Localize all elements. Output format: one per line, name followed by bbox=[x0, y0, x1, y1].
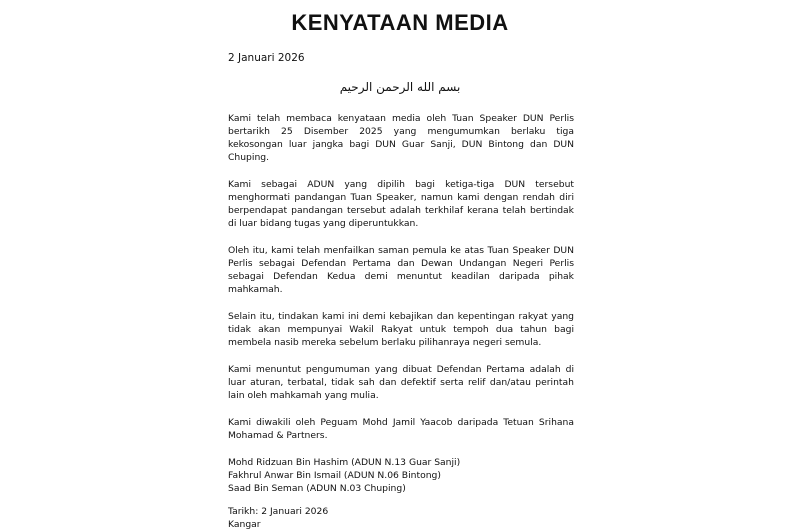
paragraph-2: Kami sebagai ADUN yang dipilih bagi ketiga-tiga DUN tersebut menghormati pandangan Tuan Speaker, namun kami dengan rendah diri berpendapat pandangan tersebut adalah terkhilaf kerana telah bertindak di luar bidang tugas yang diperuntukkan. bbox=[228, 179, 574, 229]
signer-3: Saad Bin Seman (ADUN N.03 Chuping) bbox=[228, 483, 406, 494]
signer-2: Fakhrul Anwar Bin Ismail (ADUN N.06 Bintong) bbox=[228, 470, 441, 481]
signers-list bbox=[228, 456, 574, 495]
bismillah-text: بسم الله الرحمن الرحيم bbox=[339, 80, 461, 94]
document-date: 2 Januari 2026 bbox=[228, 52, 305, 64]
paragraph-3: Oleh itu, kami telah menfailkan saman pemula ke atas Tuan Speaker DUN Perlis sebagai Defendan Pertama dan Dewan Undangan Negeri Perlis sebagai Defendan Kedua demi menuntut keadilan daripada pihak mahkamah. bbox=[228, 245, 574, 295]
closing-block bbox=[228, 505, 574, 531]
paragraph-1: Kami telah membaca kenyataan media oleh Tuan Speaker DUN Perlis bertarikh 25 Disember 2025 yang mengumumkan berlaku tiga kekosongan luar jangka bagi DUN Guar Sanji, DUN Bintong dan DUN Chuping. bbox=[228, 113, 574, 163]
paragraph-6: Kami diwakili oleh Peguam Mohd Jamil Yaacob daripada Tetuan Srihana Mohamad & Partners. bbox=[228, 417, 574, 441]
closing-date: Tarikh: 2 Januari 2026 bbox=[228, 506, 329, 517]
document-title: KENYATAAN MEDIA bbox=[291, 10, 509, 35]
signer-1: Mohd Ridzuan Bin Hashim (ADUN N.13 Guar Sanji) bbox=[228, 457, 461, 468]
paragraph-5: Kami menuntut pengumuman yang dibuat Defendan Pertama adalah di luar aturan, terbatal, tidak sah dan defektif serta relif dan/atau perintah lain oleh mahkamah yang mulia. bbox=[228, 364, 574, 401]
closing-place: Kangar bbox=[228, 519, 261, 530]
statement-body bbox=[228, 112, 574, 531]
paragraph-4: Selain itu, tindakan kami ini demi kebajikan dan kepentingan rakyat yang tidak akan mempunyai Wakil Rakyat untuk tempoh dua tahun bagi membela nasib mereka sebelum berlaku pilihanraya negeri semula. bbox=[228, 311, 574, 348]
